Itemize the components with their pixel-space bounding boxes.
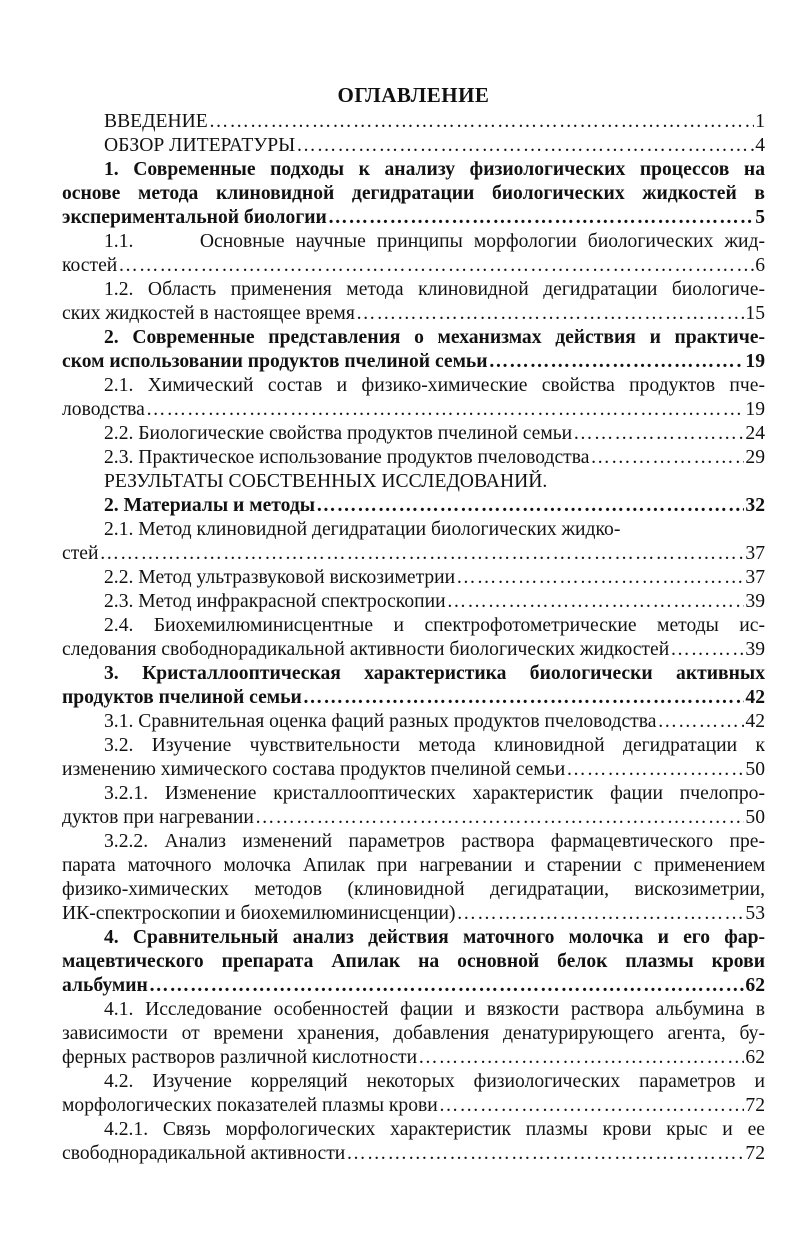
toc-page-number: 29: [745, 447, 765, 468]
toc-entry-text: 1. Современные подходы к анализу физиологических процессов на: [104, 159, 765, 180]
toc-entry-text: физико-химических методов (клиновидной дегидратации, вискозиметрии,: [62, 879, 765, 900]
toc-entry-text: продуктов пчелиной семьи: [62, 687, 302, 708]
dot-leader: [296, 134, 754, 158]
dot-leader: [149, 974, 745, 998]
toc-entry-text: парата маточного молочка Апилак при нагревании и старении с применением: [62, 855, 765, 876]
toc-entry-text: ском использовании продуктов пчелиной семьи: [62, 351, 488, 372]
dot-leader: [255, 806, 745, 830]
toc-entry: [62, 566, 765, 590]
toc-page-number: 24: [745, 423, 765, 444]
dot-leader: [489, 350, 745, 374]
toc-entry: [62, 830, 765, 926]
toc-entry: [62, 230, 765, 278]
toc-entry-text: 4.2. Изучение корреляций некоторых физиологических параметров и: [104, 1071, 765, 1092]
toc-page-number: 19: [745, 351, 765, 372]
toc-entry-text: 4.1. Исследование особенностей фации и вязкости раствора альбумина в: [104, 999, 765, 1020]
dot-leader: [456, 566, 744, 590]
toc-entry-text: изменению химического состава продуктов пчелиной семьи: [62, 759, 566, 780]
toc-entry-text: 4. Сравнительный анализ действия маточного молочка и его фар-: [104, 927, 765, 948]
toc-section-heading: [62, 470, 765, 494]
toc-entry-text: 2.3. Метод инфракрасной спектроскопии: [104, 591, 446, 612]
toc-entry: [62, 590, 765, 614]
toc-entry-text: основе метода клиновидной дегидратации биологических жидкостей в: [62, 183, 765, 204]
dot-leader: [316, 494, 744, 518]
toc-entry-text: свободнорадикальной активности: [62, 1143, 346, 1164]
toc-page-number: 42: [745, 687, 765, 708]
toc-entry-text: 1.1. Основные научные принципы морфологии биологических жид-: [104, 231, 765, 252]
dot-leader: [670, 638, 744, 662]
toc-page-number: 62: [745, 1047, 765, 1068]
toc-entry: [62, 734, 765, 782]
toc-entry: [62, 494, 765, 518]
toc-entry-text: РЕЗУЛЬТАТЫ СОБСТВЕННЫХ ИССЛЕДОВАНИЙ.: [104, 471, 548, 492]
dot-leader: [99, 542, 744, 566]
toc-entry: [62, 518, 765, 566]
toc-entry-text: ских жидкостей в настоящее время: [62, 303, 355, 324]
toc-entry-text: стей: [62, 543, 99, 564]
toc-entry-text: экспериментальной биологии: [62, 207, 327, 228]
toc-entry-text: 3.2. Изучение чувствительности метода клиновидной дегидратации к: [104, 735, 765, 756]
toc-entry-text: 2.1. Химический состав и физико-химические свойства продуктов пче-: [104, 375, 765, 396]
toc-entry-text: ферных растворов различной кислотности: [62, 1047, 418, 1068]
toc-page-number: 72: [745, 1095, 765, 1116]
toc-entry-text: морфологических показателей плазмы крови: [62, 1095, 438, 1116]
toc-entry: [62, 662, 765, 710]
page-title: ОГЛАВЛЕНИЕ: [337, 83, 490, 107]
toc-page-number: 4: [755, 135, 765, 156]
toc-entry: [62, 710, 765, 734]
toc-entry-text: 2. Материалы и методы: [104, 495, 316, 516]
toc-entry-text: 3.2.1. Изменение кристаллооптических характеристик фации пчелопро-: [104, 783, 765, 804]
toc-page-number: 37: [745, 567, 765, 588]
toc-entry-text: 2.4. Биохемилюминисцентные и спектрофотометрические методы ис-: [104, 615, 765, 636]
table-of-contents: [62, 80, 765, 1166]
toc-entry-text: 2.1. Метод клиновидной дегидратации биологических жидко-: [104, 519, 621, 540]
dot-leader: [573, 422, 744, 446]
toc-entry-text: 4.2.1. Связь морфологических характеристик плазмы крови крыс и ее: [104, 1119, 765, 1140]
toc-entry: [62, 1070, 765, 1118]
toc-page-number: 37: [745, 543, 765, 564]
toc-entry: [62, 614, 765, 662]
toc-entry-text: дуктов при нагревании: [62, 807, 254, 828]
toc-entry-text: ОБЗОР ЛИТЕРАТУРЫ: [104, 135, 296, 156]
toc-page-number: 15: [745, 303, 765, 324]
toc-entry-text: 3.2.2. Анализ изменений параметров раствора фармацевтического пре-: [104, 831, 765, 852]
toc-entry: [62, 998, 765, 1070]
toc-entry-text: ИК-спектроскопии и биохемилюминисценции): [62, 903, 456, 924]
toc-entry: [62, 422, 765, 446]
toc-entry: [62, 926, 765, 998]
toc-page-number: 1: [755, 111, 765, 132]
dot-leader: [328, 206, 754, 230]
dot-leader: [303, 686, 745, 710]
dot-leader: [418, 1046, 744, 1070]
toc-entry: [62, 1118, 765, 1166]
toc-page-number: 72: [745, 1143, 765, 1164]
toc-entry-text: 1.2. Область применения метода клиновидной дегидратации биологиче-: [104, 279, 765, 300]
toc-entry: [62, 374, 765, 422]
toc-page-number: 53: [745, 903, 765, 924]
toc-entry-text: 3.1. Сравнительная оценка фаций разных продуктов пчеловодства: [104, 711, 657, 732]
dot-leader: [209, 110, 754, 134]
dot-leader: [590, 446, 744, 470]
toc-page-number: 5: [755, 207, 765, 228]
toc-page-number: 50: [745, 759, 765, 780]
dot-leader: [118, 254, 754, 278]
toc-entry-text: 2. Современные представления о механизмах действия и практиче-: [104, 327, 765, 348]
dot-leader: [346, 1142, 744, 1166]
dot-leader: [457, 902, 745, 926]
toc-page-number: 39: [745, 591, 765, 612]
dot-leader: [146, 398, 745, 422]
toc-page-number: 42: [745, 711, 765, 732]
toc-entry-text: альбумин: [62, 975, 148, 996]
toc-page-number: 39: [745, 639, 765, 660]
toc-entry: [62, 326, 765, 374]
dot-leader: [439, 1094, 745, 1118]
toc-entry-text: зависимости от времени хранения, добавления денатурирующего агента, бу-: [62, 1023, 765, 1044]
toc-entry: [62, 782, 765, 830]
toc-entry-text: мацевтического препарата Апилак на основной белок плазмы крови: [62, 951, 765, 972]
toc-entry: [62, 158, 765, 230]
toc-entry-text: 2.3. Практическое использование продуктов пчеловодства: [104, 447, 590, 468]
toc-entry-text: ВВЕДЕНИЕ: [104, 111, 208, 132]
toc-entry-text: 2.2. Биологические свойства продуктов пчелиной семьи: [104, 423, 573, 444]
toc-entry: [62, 134, 765, 158]
toc-entry-text: следования свободнорадикальной активности биологических жидкостей: [62, 639, 670, 660]
toc-entry-text: ловодства: [62, 399, 145, 420]
toc-entry: [62, 446, 765, 470]
toc-page-number: 32: [745, 495, 765, 516]
toc-page-number: 6: [755, 255, 765, 276]
toc-page-number: 50: [745, 807, 765, 828]
toc-entry: [62, 278, 765, 326]
toc-entry-text: 2.2. Метод ультразвуковой вискозиметрии: [104, 567, 456, 588]
dot-leader: [566, 758, 744, 782]
toc-entry: [62, 110, 765, 134]
toc-entry-text: костей: [62, 255, 118, 276]
dot-leader: [657, 710, 744, 734]
toc-page-number: 19: [745, 399, 765, 420]
toc-page-number: 62: [745, 975, 765, 996]
toc-entry-text: 3. Кристаллооптическая характеристика биологически активных: [104, 663, 765, 684]
dot-leader: [447, 590, 745, 614]
dot-leader: [356, 302, 745, 326]
